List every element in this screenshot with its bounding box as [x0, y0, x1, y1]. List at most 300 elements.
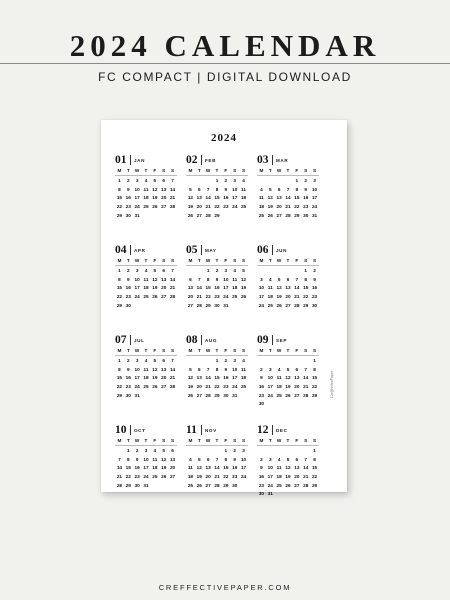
day-cell: 1: [224, 448, 228, 453]
day-cell: 13: [161, 186, 167, 192]
day-cell: 24: [143, 474, 149, 480]
weekday-label: M: [117, 438, 122, 443]
day-cell: 7: [304, 456, 308, 462]
day-cell: 21: [205, 384, 211, 390]
day-cell: 21: [169, 195, 176, 201]
weekday-label: W: [205, 438, 211, 443]
weekday-label: W: [134, 348, 140, 353]
weekday-label: F: [224, 258, 228, 263]
day-cell: 24: [232, 384, 238, 390]
day-cell: 20: [161, 285, 167, 291]
month-jan: [115, 154, 177, 220]
week-row: [115, 302, 177, 311]
day-cell: 6: [162, 178, 166, 183]
day-cell: 15: [125, 465, 131, 471]
month-separator: [130, 155, 131, 165]
day-cell: 1: [313, 448, 316, 453]
weekday-label: M: [259, 168, 264, 173]
day-cell: [266, 177, 275, 186]
weekday-label: S: [162, 348, 166, 353]
day-cell: [142, 302, 151, 311]
day-cell: 6: [197, 186, 201, 192]
month-number: 09: [257, 334, 269, 346]
day-cell: [159, 392, 168, 401]
day-cell: 10: [143, 456, 149, 462]
month-number: 07: [115, 334, 127, 346]
day-cell: 23: [258, 392, 265, 398]
weekday-header-row: [257, 167, 319, 176]
day-cell: 7: [206, 366, 210, 372]
day-cell: 19: [285, 384, 291, 390]
month-header: [115, 334, 177, 347]
day-cell: 21: [303, 474, 309, 480]
day-cell: [275, 177, 284, 186]
day-cell: 8: [304, 276, 308, 282]
day-cell: 21: [214, 474, 220, 480]
day-cell: 30: [125, 392, 131, 398]
day-cell: [257, 357, 266, 366]
day-cell: 7: [171, 358, 174, 363]
day-cell: 5: [162, 448, 166, 453]
weekday-label: M: [117, 168, 122, 173]
weekday-label: T: [268, 258, 272, 263]
month-separator: [201, 425, 202, 435]
day-cell: 30: [134, 482, 140, 488]
day-cell: 24: [267, 482, 273, 488]
day-cell: 10: [240, 456, 247, 462]
divider: [0, 63, 450, 64]
day-cell: 3: [268, 366, 272, 372]
day-cell: 28: [285, 212, 291, 218]
day-cell: 21: [116, 474, 123, 480]
month-name: DEC: [276, 428, 288, 433]
day-cell: 14: [116, 465, 123, 471]
day-cell: 31: [223, 302, 229, 308]
week-row: [115, 366, 177, 375]
day-cell: [133, 302, 142, 311]
week-row: [186, 473, 248, 482]
weekday-label: S: [241, 348, 246, 353]
day-cell: 28: [214, 482, 220, 488]
day-cell: 22: [311, 384, 318, 390]
month-name: APR: [134, 248, 146, 253]
day-cell: 12: [152, 366, 158, 372]
day-cell: 25: [143, 204, 149, 210]
day-cell: 30: [125, 212, 131, 218]
day-cell: 20: [169, 465, 176, 471]
day-cell: 2: [126, 178, 130, 183]
day-cell: 18: [240, 195, 247, 201]
month-header: [257, 424, 319, 437]
day-cell: 31: [134, 392, 140, 398]
day-cell: 26: [152, 294, 158, 300]
day-cell: 25: [267, 302, 273, 308]
weekday-label: W: [276, 438, 282, 443]
day-cell: [310, 490, 319, 499]
page-title: 2024 CALENDAR: [69, 28, 381, 63]
day-cell: 5: [268, 186, 272, 192]
day-cell: 3: [233, 178, 237, 183]
month-header: [257, 154, 319, 167]
week-row: [257, 194, 319, 203]
day-cell: 8: [313, 366, 316, 372]
day-cell: 29: [311, 392, 318, 398]
day-cell: 17: [232, 375, 238, 381]
day-cell: 19: [152, 375, 158, 381]
weekday-label: S: [241, 438, 246, 443]
day-cell: 6: [277, 186, 281, 192]
day-cell: 2: [313, 268, 316, 273]
day-cell: 12: [187, 375, 194, 381]
weekday-label: T: [215, 348, 219, 353]
day-cell: 1: [118, 358, 121, 363]
month-number: 05: [186, 244, 198, 256]
week-row: [257, 203, 319, 212]
day-cell: [168, 302, 177, 311]
month-header: [257, 334, 319, 347]
week-row: [257, 267, 319, 276]
day-cell: 27: [294, 482, 300, 488]
day-cell: 3: [313, 178, 316, 183]
day-cell: 17: [267, 474, 273, 480]
week-row: [186, 366, 248, 375]
day-cell: 24: [134, 294, 140, 300]
day-cell: 15: [214, 375, 220, 381]
month-separator: [201, 155, 202, 165]
day-cell: 29: [223, 482, 229, 488]
day-cell: 18: [143, 195, 149, 201]
weekday-label: T: [286, 348, 290, 353]
day-cell: 30: [214, 302, 220, 308]
day-cell: 25: [240, 204, 247, 210]
day-cell: 27: [187, 302, 194, 308]
day-cell: [186, 357, 195, 366]
day-cell: 22: [214, 384, 220, 390]
week-row: [115, 482, 177, 491]
day-cell: [230, 302, 239, 311]
week-row: [186, 447, 248, 456]
day-cell: 14: [303, 375, 309, 381]
day-cell: 26: [161, 474, 167, 480]
page-subtitle: FC COMPACT | DIGITAL DOWNLOAD: [98, 70, 352, 84]
weekday-header-row: [115, 257, 177, 266]
day-cell: 4: [260, 186, 263, 192]
day-cell: 10: [267, 375, 273, 381]
weekday-label: T: [197, 348, 201, 353]
week-row: [257, 177, 319, 186]
day-cell: 2: [126, 358, 130, 363]
day-cell: [150, 482, 159, 491]
calendar-year: 2024: [211, 132, 237, 144]
week-row: [115, 473, 177, 482]
day-cell: [159, 482, 168, 491]
day-cell: 6: [162, 268, 166, 273]
day-cell: 5: [189, 366, 192, 372]
week-row: [115, 267, 177, 276]
day-cell: 18: [232, 285, 238, 291]
day-cell: 19: [187, 204, 194, 210]
day-cell: 20: [196, 384, 202, 390]
month-header: [115, 244, 177, 257]
day-cell: 4: [144, 268, 148, 273]
weekday-label: W: [205, 258, 211, 263]
day-cell: 2: [126, 268, 130, 273]
day-cell: 9: [126, 276, 130, 282]
day-cell: [266, 267, 275, 276]
day-cell: 4: [268, 276, 272, 282]
day-cell: 18: [152, 465, 158, 471]
month-separator: [272, 425, 273, 435]
day-cell: 24: [134, 384, 140, 390]
day-cell: 9: [313, 276, 316, 282]
day-cell: [204, 177, 213, 186]
week-row: [257, 293, 319, 302]
month-header: [257, 244, 319, 257]
weekday-label: W: [134, 258, 140, 263]
day-cell: 16: [223, 195, 229, 201]
day-cell: 31: [311, 212, 318, 218]
day-cell: 31: [267, 491, 273, 497]
week-row: [186, 302, 248, 311]
day-cell: 24: [240, 474, 247, 480]
day-cell: 28: [303, 482, 309, 488]
weekday-header-row: [115, 167, 177, 176]
day-cell: 17: [134, 195, 140, 201]
day-cell: 21: [285, 204, 291, 210]
weekday-label: S: [312, 348, 317, 353]
weekday-label: F: [295, 168, 299, 173]
day-cell: 16: [258, 384, 265, 390]
week-row: [115, 383, 177, 392]
day-cell: 4: [242, 358, 245, 363]
week-row: [186, 392, 248, 401]
day-cell: 4: [242, 178, 245, 183]
weekday-label: W: [276, 258, 282, 263]
month-number: 10: [115, 424, 127, 436]
month-header: [186, 244, 248, 257]
day-cell: 1: [215, 178, 219, 183]
day-cell: [159, 302, 168, 311]
month-name: MAR: [276, 158, 289, 163]
day-cell: 4: [189, 456, 192, 462]
day-cell: 16: [125, 375, 131, 381]
day-cell: 2: [224, 178, 228, 183]
day-cell: 7: [286, 186, 290, 192]
weekday-label: T: [144, 258, 148, 263]
day-cell: 29: [116, 212, 123, 218]
day-cell: [168, 482, 177, 491]
weekday-header-row: [115, 437, 177, 446]
day-cell: 3: [260, 276, 263, 282]
day-cell: 9: [135, 456, 139, 462]
day-cell: 23: [303, 204, 309, 210]
day-cell: 11: [276, 375, 282, 381]
day-cell: 16: [258, 474, 265, 480]
day-cell: 4: [277, 366, 281, 372]
day-cell: 23: [223, 204, 229, 210]
day-cell: 12: [267, 195, 273, 201]
month-name: JAN: [134, 158, 145, 163]
weekday-label: S: [312, 438, 317, 443]
day-cell: 13: [205, 465, 211, 471]
day-cell: 29: [294, 212, 300, 218]
month-aug: [186, 334, 248, 400]
day-cell: 22: [116, 294, 123, 300]
day-cell: 16: [223, 375, 229, 381]
day-cell: [257, 267, 266, 276]
day-cell: 7: [295, 276, 299, 282]
day-cell: 5: [277, 276, 281, 282]
day-cell: 18: [143, 375, 149, 381]
day-cell: 11: [143, 186, 149, 192]
day-cell: [186, 447, 195, 456]
weekday-label: W: [276, 348, 282, 353]
day-cell: 12: [240, 276, 247, 282]
day-cell: 30: [223, 392, 229, 398]
day-cell: 12: [276, 285, 282, 291]
day-cell: 18: [187, 474, 194, 480]
day-cell: 11: [276, 465, 282, 471]
day-cell: 11: [241, 366, 247, 372]
day-cell: 15: [303, 285, 309, 291]
day-cell: 2: [224, 358, 228, 363]
day-cell: 8: [215, 366, 219, 372]
day-cell: 28: [303, 392, 309, 398]
month-mar: [257, 154, 319, 220]
weekday-label: S: [170, 258, 175, 263]
day-cell: 7: [118, 456, 121, 462]
weekday-header-row: [186, 347, 248, 356]
day-cell: 16: [214, 285, 220, 291]
day-cell: 26: [152, 384, 158, 390]
day-cell: 11: [143, 276, 149, 282]
day-cell: 19: [240, 285, 247, 291]
day-cell: [301, 400, 310, 409]
day-cell: 18: [258, 204, 265, 210]
weekday-label: T: [144, 438, 148, 443]
day-cell: 13: [187, 285, 194, 291]
day-cell: [292, 357, 301, 366]
day-cell: 25: [240, 384, 247, 390]
week-row: [257, 482, 319, 491]
day-cell: 22: [125, 474, 131, 480]
day-cell: 6: [189, 276, 192, 282]
day-cell: 19: [276, 294, 282, 300]
day-cell: 28: [196, 302, 202, 308]
day-cell: 15: [116, 375, 123, 381]
day-cell: 15: [214, 195, 220, 201]
calendar-sheet: [101, 120, 347, 497]
week-row: [115, 293, 177, 302]
day-cell: [168, 392, 177, 401]
day-cell: 3: [233, 358, 237, 363]
day-cell: 7: [171, 178, 174, 183]
day-cell: [301, 447, 310, 456]
day-cell: 6: [295, 366, 299, 372]
day-cell: 30: [258, 491, 265, 497]
weekday-label: F: [153, 168, 157, 173]
day-cell: 22: [116, 204, 123, 210]
day-cell: 12: [152, 186, 158, 192]
weekday-label: T: [197, 258, 201, 263]
day-cell: 28: [169, 384, 176, 390]
day-cell: 22: [205, 294, 211, 300]
weekday-header-row: [186, 437, 248, 446]
weekday-label: M: [117, 348, 122, 353]
day-cell: 10: [223, 276, 229, 282]
day-cell: [257, 447, 266, 456]
day-cell: 30: [303, 212, 309, 218]
month-name: AUG: [205, 338, 218, 343]
day-cell: 15: [294, 195, 300, 201]
day-cell: 8: [118, 366, 121, 372]
day-cell: [284, 177, 293, 186]
week-row: [115, 276, 177, 285]
day-cell: 15: [223, 465, 229, 471]
day-cell: 25: [258, 212, 265, 218]
day-cell: [292, 400, 301, 409]
weekday-label: M: [259, 258, 264, 263]
day-cell: 16: [134, 465, 140, 471]
day-cell: 19: [196, 474, 202, 480]
weekday-label: S: [304, 258, 308, 263]
day-cell: 6: [162, 358, 166, 363]
day-cell: 21: [196, 294, 202, 300]
day-cell: [142, 392, 151, 401]
day-cell: 5: [153, 358, 157, 363]
month-number: 12: [257, 424, 269, 436]
weekday-label: F: [153, 438, 157, 443]
day-cell: [204, 447, 213, 456]
month-feb: [186, 154, 248, 220]
day-cell: [204, 357, 213, 366]
day-cell: 28: [205, 212, 211, 218]
month-name: SEP: [276, 338, 287, 343]
month-header: [186, 424, 248, 437]
day-cell: 15: [116, 285, 123, 291]
weekday-header-row: [186, 257, 248, 266]
week-row: [115, 392, 177, 401]
day-cell: [275, 490, 284, 499]
day-cell: 17: [311, 195, 318, 201]
day-cell: 29: [205, 302, 211, 308]
day-cell: [301, 357, 310, 366]
weekday-label: M: [117, 258, 122, 263]
week-row: [115, 212, 177, 221]
month-number: 01: [115, 154, 127, 166]
day-cell: 23: [223, 384, 229, 390]
day-cell: 14: [303, 465, 309, 471]
weekday-label: S: [304, 168, 308, 173]
day-cell: 9: [260, 465, 263, 471]
day-cell: 8: [215, 186, 219, 192]
day-cell: 5: [242, 268, 245, 273]
day-cell: 8: [313, 456, 316, 462]
week-row: [115, 464, 177, 473]
day-cell: [186, 177, 195, 186]
day-cell: 14: [169, 366, 176, 372]
weekday-label: S: [241, 168, 246, 173]
day-cell: 13: [285, 285, 291, 291]
week-row: [186, 284, 248, 293]
weekday-label: T: [286, 168, 290, 173]
day-cell: 11: [143, 366, 149, 372]
month-number: 06: [257, 244, 269, 256]
day-cell: 6: [286, 276, 290, 282]
day-cell: 29: [311, 482, 318, 488]
weekday-label: T: [268, 438, 272, 443]
day-cell: 12: [285, 465, 291, 471]
